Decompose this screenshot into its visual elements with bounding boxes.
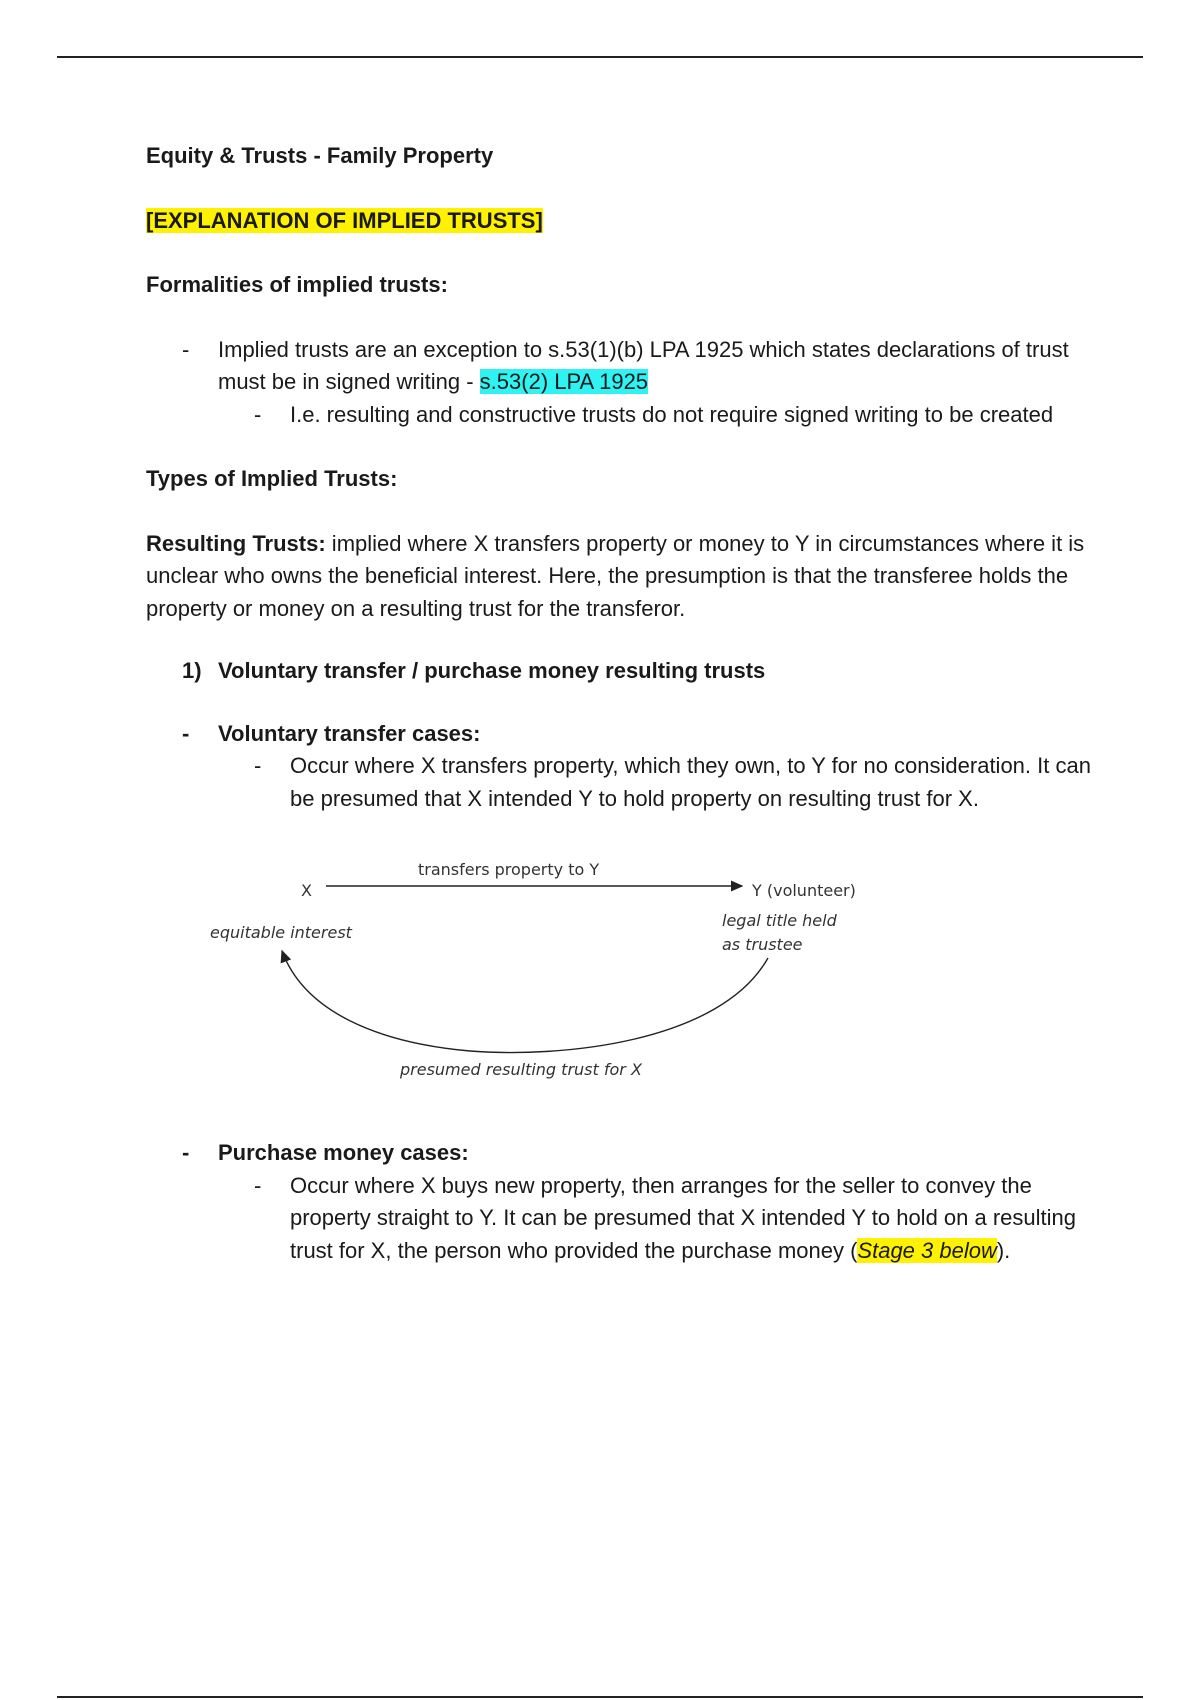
sub-bullet-dash: -: [254, 753, 262, 778]
sub-bullet-dash: -: [254, 1172, 262, 1198]
formalities-bullet: [146, 334, 1096, 399]
formalities-heading: Formalities of implied trusts:: [146, 272, 448, 297]
diagram-legal-title-line1: legal title held: [722, 911, 837, 930]
purchase-bullet: [146, 1170, 1096, 1268]
sub-bullet-dash: -: [254, 401, 262, 427]
resulting-trusts-label: Resulting Trusts:: [146, 530, 326, 556]
bold-bullet-dash: -: [182, 720, 190, 746]
footer-rule: [57, 1696, 1143, 1698]
resulting-trust-curve: [282, 951, 768, 1053]
formalities-bullet-text: Implied trusts are an exception to s.53(1)(b) LPA 1925 which states declarations of trust must be in signed writing -: [218, 336, 1069, 394]
voluntary-heading: [146, 718, 1096, 751]
diagram-equitable-label: equitable interest: [210, 923, 352, 942]
statute-highlight: s.53(2) LPA 1925: [479, 369, 649, 394]
resulting-trusts-text: implied where X transfers property or money to Y in circumstances where it is unclear who owns the beneficial interest. Here, the presumption is that the transferee holds the property or money on a resulting trust for the transferor.: [146, 530, 1085, 621]
resulting-trusts-paragraph: [146, 528, 1096, 626]
voluntary-bullet: [146, 750, 1096, 815]
section-tag: [146, 205, 1096, 238]
document-title: Equity & Trusts - Family Property: [146, 143, 494, 168]
document-page: [146, 140, 1096, 1267]
formalities-sub-bullet-text: I.e. resulting and constructive trusts do not require signed writing to be created: [290, 401, 1054, 427]
bullet-dash: -: [182, 336, 190, 362]
section1-heading: [146, 655, 1096, 688]
voluntary-transfer-diagram: [0, 843, 1200, 1113]
voluntary-heading-text: Voluntary transfer cases:: [218, 720, 481, 746]
diagram-arrow-label: transfers property to Y: [418, 860, 600, 879]
diagram-legal-title-line2: as trustee: [722, 935, 803, 954]
diagram-curve-label: presumed resulting trust for X: [400, 1060, 642, 1079]
purchase-heading-text: Purchase money cases:: [218, 1140, 469, 1165]
section1-heading-text: Voluntary transfer / purchase money resulting trusts: [218, 658, 766, 683]
types-heading: Types of Implied Trusts:: [146, 466, 398, 491]
section-tag-highlight: [EXPLANATION OF IMPLIED TRUSTS]: [146, 207, 543, 233]
diagram-y-label: Y (volunteer): [752, 881, 856, 900]
bold-bullet-dash: -: [182, 1140, 190, 1165]
diagram-x-label: X: [301, 881, 312, 900]
header-rule: [57, 56, 1143, 58]
purchase-bullet-text: Occur where X buys new property, then arranges for the seller to convey the property straight to Y. It can be presumed that X intended Y to hold on a resulting trust for X, the person who provided the purchase money (: [290, 1172, 1077, 1263]
purchase-heading: [146, 1137, 1096, 1170]
purchase-bullet-end: ).: [996, 1237, 1011, 1263]
voluntary-bullet-text: Occur where X transfers property, which they own, to Y for no consideration. It can be presumed that X intended Y to hold property on resulting trust for X.: [290, 753, 1091, 811]
formalities-sub-bullet: [146, 399, 1096, 432]
section1-number: 1): [182, 658, 202, 683]
stage3-highlight: Stage 3 below: [857, 1237, 997, 1263]
